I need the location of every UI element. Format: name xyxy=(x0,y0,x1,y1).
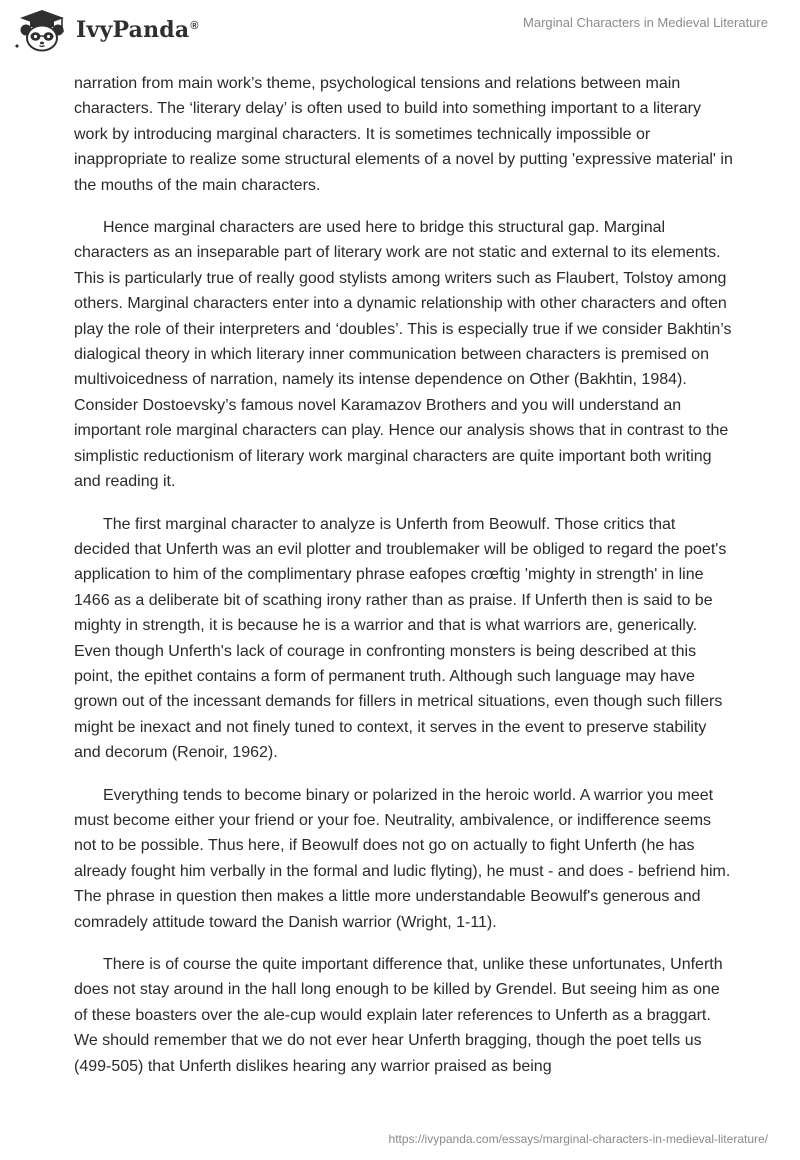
source-url[interactable]: https://ivypanda.com/essays/marginal-characters-in-medieval-literature/ xyxy=(388,1132,768,1146)
registered-mark: ® xyxy=(190,19,199,32)
panda-graduate-icon xyxy=(14,8,70,52)
essay-body xyxy=(74,71,734,1096)
document-title: Marginal Characters in Medieval Literature xyxy=(523,15,768,30)
paragraph: There is of course the quite important difference that, unlike these unfortunates, Unferth does not stay around in the hall long enough to be killed by Grendel. But seeing him as one of these boasters over the ale-cup would explain later references to Unferth as a braggart. We should remember that we do not ever hear Unferth bragging, though the poet tells us (499-505) that Unferth dislikes hearing any warrior praised as being xyxy=(74,956,723,1075)
paragraph: Everything tends to become binary or polarized in the heroic world. A warrior you meet must become either your friend or your foe. Neutrality, ambivalence, or indifference seems not to be possible. Thus here, if Beowulf does not go on actually to fight Unferth (he has already fought him verbally in the formal and ludic flyting), he must - and does - befriend him. The phrase in question then makes a little more understandable Beowulf's generous and comradely attitude toward the Danish warrior (Wright, 1-11). xyxy=(74,786,731,931)
ivypanda-logo[interactable] xyxy=(14,8,199,52)
logo-text: IvyPanda xyxy=(76,17,190,43)
page-header xyxy=(0,0,800,64)
paragraph: narration from main work’s theme, psychological tensions and relations between main characters. The ‘literary delay’ is often used to build into something important to a literary work by introducing marginal characters. It is sometimes technically impossible or inappropriate to realize some structural elements of a novel by putting 'expressive material' in the mouths of the main characters. xyxy=(74,75,733,194)
logo-wordmark xyxy=(76,17,199,43)
paragraph: The first marginal character to analyze is Unferth from Beowulf. Those critics that decided that Unferth was an evil plotter and troublemaker will be obliged to regard the poet's application to him of the complimentary phrase eafopes crœftig 'mighty in strength' in line 1466 as a deliberate bit of scathing irony rather than as praise. If Unferth then is said to be mighty in strength, it is because he is a warrior and that is what warriors are, generically. Even though Unferth's lack of courage in confronting monsters is being described at this point, the epithet contains a form of permanent truth. Although such language may have grown out of the incessant demands for fillers in metrical situations, even though such fillers might be inexact and not finely tuned to context, it serves in the event to preserve stability and decorum (Renoir, 1962). xyxy=(74,515,727,762)
paragraph: Hence marginal characters are used here to bridge this structural gap. Marginal characters as an inseparable part of literary work are not static and external to its elements. This is particularly true of really good stylists among writers such as Flaubert, Tolstoy among others. Marginal characters enter into a dynamic relationship with other characters and often play the role of their interpreters and ‘doubles’. This is especially true if we consider Bakhtin’s dialogical theory in which literary inner communication between characters is premised on multivoicedness of narration, namely its intense dependence on Other (Bakhtin, 1984). Consider Dostoevsky’s famous novel Karamazov Brothers and you will understand an important role marginal characters can play. Hence our analysis shows that in contrast to the simplistic reductionism of literary work marginal characters are quite important both writing and reading it. xyxy=(74,219,732,491)
